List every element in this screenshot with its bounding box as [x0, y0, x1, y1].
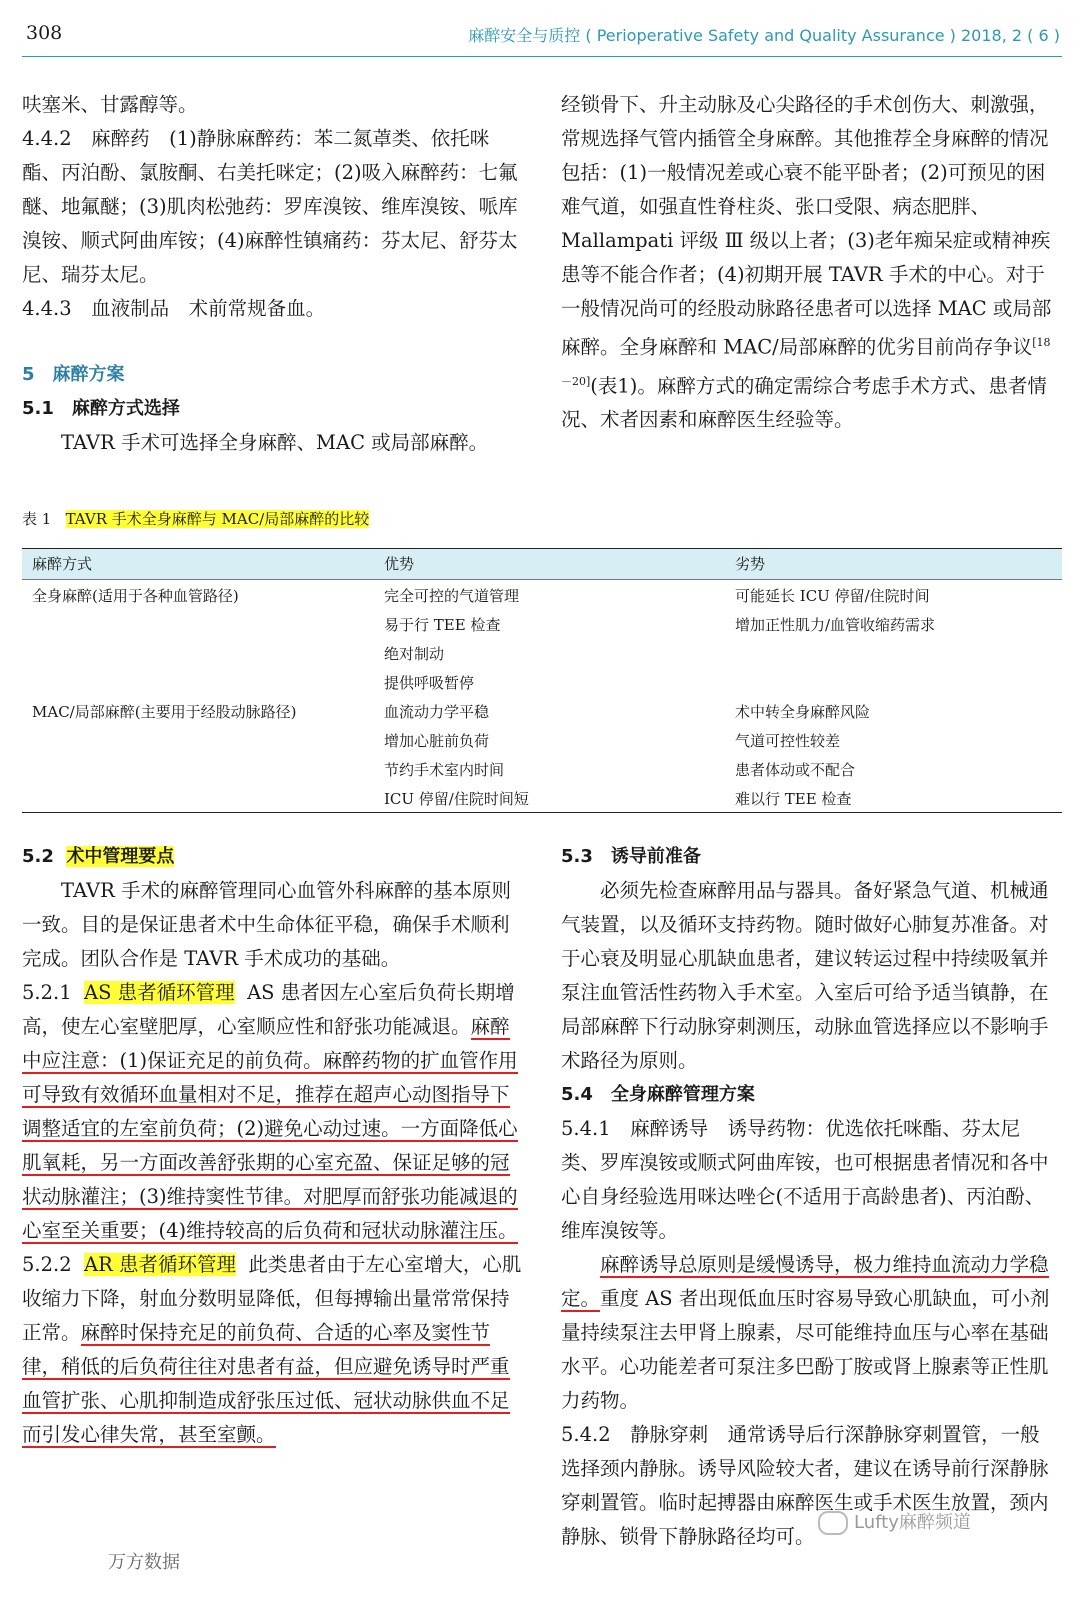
channel-name: Lufty麻醉频道 [854, 1512, 971, 1533]
text: (表1)。麻醉方式的确定需综合考虑手术方式、患者情况、术者因素和麻醉医生经验等。 [561, 374, 1047, 431]
header-cell: 优势 [384, 555, 415, 573]
table-cell: 患者体动或不配合 [735, 761, 856, 779]
table-cell: 绝对制动 [384, 645, 445, 663]
table-cell: 易于行 TEE 检查 [384, 616, 501, 634]
paragraph: TAVR 手术的麻醉管理同心血管外科麻醉的基本原则一致。目的是保证患者术中生命体征平稳，确保手术顺利完成。团队合作是 TAVR 手术成功的基础。 [22, 879, 512, 970]
paragraph [561, 1248, 1059, 1418]
text: 经锁骨下、升主动脉及心尖路径的手术创伤大、刺激强，常规选择气管内插管全身麻醉。其他推荐全身麻醉的情况包括：(1)一般情况差或心衰不能平卧者；(2)可预见的困难气道，如强直性脊柱炎、张口受限、病态肥胖、Mallampati 评级 Ⅲ 级以上者；(3)老年痴呆症或精神疾患等不能合作者；(4)初期开展 TAVR 手术的中心。对于一般情况尚可的经股动脉路径患者可以选择 MAC 或局部麻醉。全身麻醉和 MAC/局部麻醉的优劣目前尚存争议 [561, 93, 1052, 359]
table-row [22, 611, 1062, 640]
underlined-text: 麻醉中应注意：(1)保证充足的前负荷。麻醉药物的扩血管作用可导致有效循环血量相对不足，推荐在超声心动图指导下调整适宜的左室前负荷；(2)避免心动过速。一方面降低心肌氧耗，另一方面改善舒张期的心室充盈、保证足够的冠状动脉灌注；(3)维持窦性节律。对肥厚而舒张功能减退的心室至关重要；(4)维持较高的后负荷和冠状动脉灌注压。 [22, 1015, 518, 1242]
wanfang-watermark: 万方数据 [108, 1552, 180, 1573]
paragraph: TAVR 手术可选择全身麻醉、MAC 或局部麻醉。 [61, 431, 489, 454]
table-cell: 气道可控性较差 [735, 732, 841, 750]
page-number: 308 [26, 22, 63, 44]
subsection-title: 5.1 麻醉方式选择 [22, 398, 180, 419]
citation: [18－20] [561, 336, 1051, 388]
paragraph [22, 1248, 522, 1452]
right-column-top [561, 88, 1059, 437]
subsection-title: 5.3 诱导前准备 [561, 846, 701, 867]
left-column-top [22, 88, 522, 460]
comparison-table [22, 548, 1062, 813]
table-row [22, 640, 1062, 669]
table-title: TAVR 手术全身麻醉与 MAC/局部麻醉的比较 [65, 510, 370, 528]
paragraph [22, 976, 522, 1248]
header-cell: 麻醉方式 [32, 555, 93, 573]
table-cell: MAC/局部麻醉(主要用于经股动脉路径) [32, 703, 297, 721]
table-cell: 全身麻醉(适用于各种血管路径) [32, 587, 239, 605]
subsubsection-heading: AS 患者循环管理 [84, 981, 235, 1004]
subsubsection-heading: AR 患者循环管理 [84, 1253, 236, 1276]
table-caption [22, 508, 369, 529]
table-row [22, 698, 1062, 727]
section-title: 5 麻醉方案 [22, 364, 125, 385]
text: 重度 AS 者出现低血压时容易导致心肌缺血，可小剂量持续泵注去甲肾上腺素，尽可能维持血压与心率在基础水平。心功能差者可泵注多巴酚丁胺或肾上腺素等正性肌力药物。 [561, 1287, 1050, 1412]
table-cell: 可能延长 ICU 停留/住院时间 [735, 587, 930, 605]
right-column-bottom [561, 840, 1059, 1554]
table-cell: 提供呼吸暂停 [384, 674, 475, 692]
table-row [22, 669, 1062, 698]
channel-watermark [818, 1508, 971, 1535]
subsection-title [22, 840, 522, 874]
header-cell: 劣势 [735, 555, 766, 573]
page-header [22, 20, 1062, 57]
table-row [22, 785, 1062, 814]
underlined-text: 麻醉时保持充足的前负荷、合适的心率及窦性节律，稍低的后负荷往往对患者有益，但应避免诱导时严重血管扩张、心肌抑制造成舒张压过低、冠状动脉供血不足而引发心律失常，甚至室颤。 [22, 1321, 510, 1446]
subsubsection-number: 5.2.1 [22, 981, 72, 1004]
table-row [22, 756, 1062, 785]
paragraph: 5.4.2 静脉穿刺 通常诱导后行深静脉穿刺置管，一般选择颈内静脉。诱导风险较大者，建议在诱导前行深静脉穿刺置管。临时起搏器由麻醉医生或手术医生放置，颈内静脉、锁骨下静脉路径均可。 [561, 1423, 1049, 1548]
paragraph: 呋塞米、甘露醇等。 [22, 93, 198, 116]
table-cell: 难以行 TEE 检查 [735, 790, 852, 808]
table-cell: 完全可控的气道管理 [384, 587, 520, 605]
table-row [22, 727, 1062, 756]
table-cell: 血流动力学平稳 [384, 703, 490, 721]
paragraph: 5.4.1 麻醉诱导 诱导药物：优选依托咪酯、芬太尼类、罗库溴铵或顺式阿曲库铵，也可根据患者情况和各中心自身经验选用咪达唑仑(不适用于高龄患者)、丙泊酚、维库溴铵等。 [561, 1117, 1049, 1242]
paragraph: 必须先检查麻醉用品与器具。备好紧急气道、机械通气装置，以及循环支持药物。随时做好心肺复苏准备。对于心衰及明显心肌缺血患者，建议转运过程中持续吸氧并泵注血管活性药物入手术室。入室后可给予适当镇静，在局部麻醉下行动脉穿刺测压，动脉血管选择应以不影响手术路径为原则。 [561, 879, 1049, 1072]
table-cell: 节约手术室内时间 [384, 761, 505, 779]
table-cell: ICU 停留/住院时间短 [384, 790, 529, 808]
text: 此类患者由于左心室增大，心肌收缩力下降，射血分数明显降低，但每搏输出量常常保持正常。 [22, 1253, 522, 1344]
subsection-title: 5.4 全身麻醉管理方案 [561, 1084, 755, 1105]
paragraph: 4.4.3 血液制品 术前常规备血。 [22, 297, 326, 320]
table-label: 表 1 [22, 510, 52, 528]
subsubsection-number: 5.2.2 [22, 1253, 72, 1276]
table-cell: 术中转全身麻醉风险 [735, 703, 871, 721]
subsection-heading: 术中管理要点 [66, 846, 175, 867]
table-cell: 增加正性肌力/血管收缩药需求 [735, 616, 936, 634]
left-column-bottom [22, 840, 522, 1452]
table-header [22, 549, 1062, 580]
paragraph: 4.4.2 麻醉药 (1)静脉麻醉药：苯二氮䓬类、依托咪酯、丙泊酚、氯胺酮、右美托咪定；(2)吸入麻醉药：七氟醚、地氟醚；(3)肌肉松弛药：罗库溴铵、维库溴铵、哌库溴铵、顺式阿曲库铵；(4)麻醉性镇痛药：芬太尼、舒芬太尼、瑞芬太尼。 [22, 127, 518, 286]
text: AS 患者因左心室后负荷长期增高，使左心室壁肥厚，心室顺应性和舒张功能减退。 [22, 981, 515, 1038]
table-body [22, 580, 1062, 812]
underlined-text: 麻醉诱导总原则是缓慢诱导，极力维持血流动力学稳定。 [561, 1253, 1049, 1310]
chat-bubble-icon [818, 1511, 848, 1535]
table-row [22, 582, 1062, 611]
table-cell: 增加心脏前负荷 [384, 732, 490, 750]
subsection-number: 5.2 [22, 846, 54, 867]
journal-title: 麻醉安全与质控 ( Perioperative Safety and Quality Assurance ) 2018, 2 ( 6 ) [468, 26, 1060, 45]
paragraph [561, 88, 1059, 437]
